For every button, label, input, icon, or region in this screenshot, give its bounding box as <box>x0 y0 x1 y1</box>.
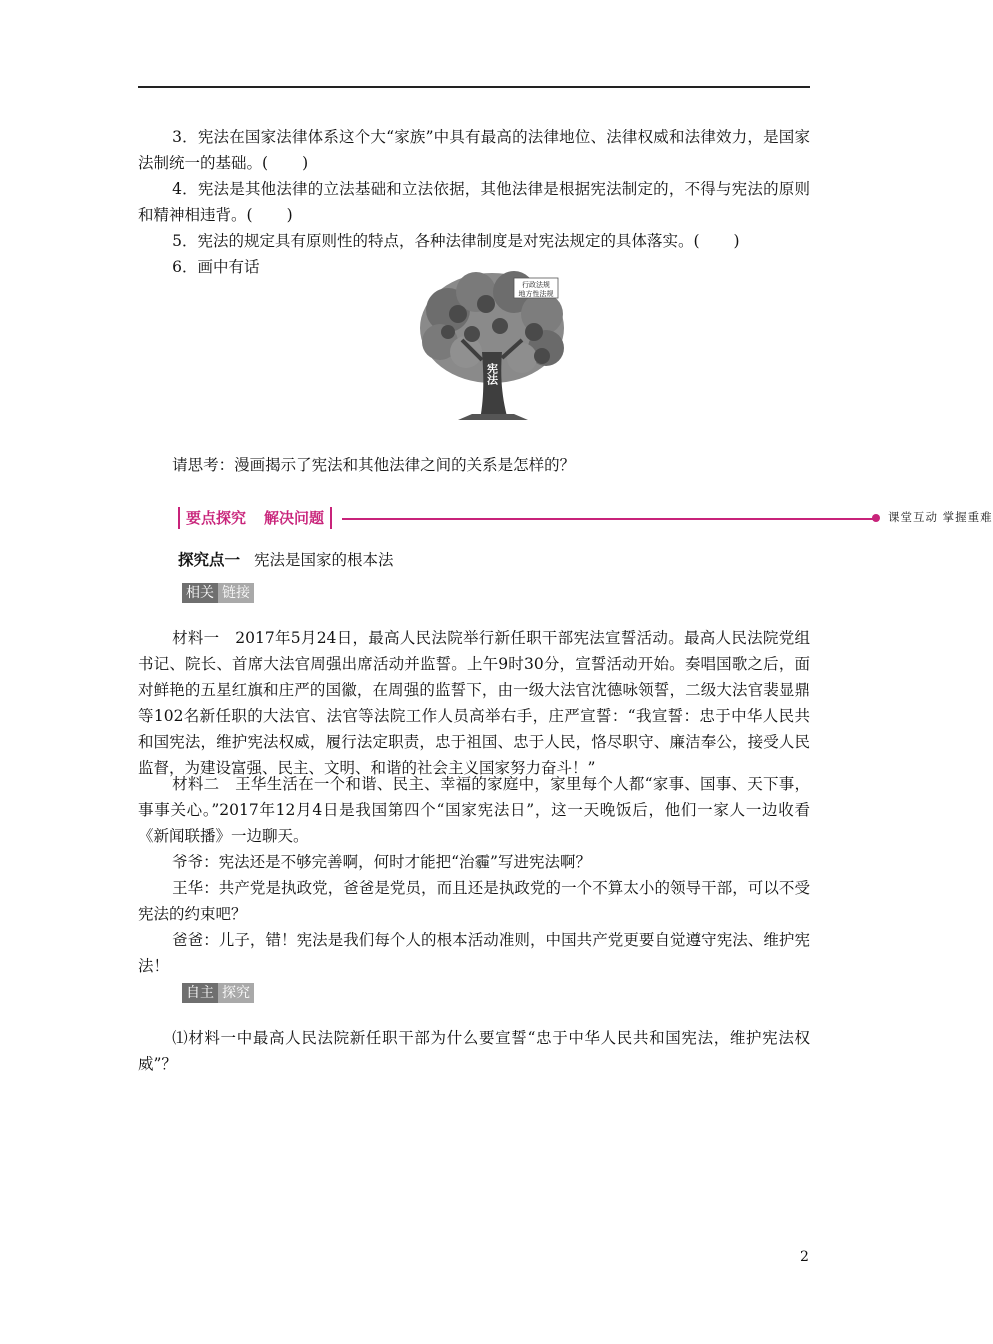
dialogue-wanghua: 王华：共产党是执政党，爸爸是党员，而且还是执政党的一个不算太小的领导干部，可以不受宪法的约束吧？ <box>138 879 810 923</box>
self-inquiry-tag: 自主 探究 <box>182 983 254 1003</box>
material-1: 材料一 2017年5月24日，最高人民法院举行新任职干部宪法宣誓活动。最高人民法院党组书记、院长、首席大法官周强出席活动并监誓。上午9时30分，宣誓活动开始。奏唱国歌之后，面对鲜艳的五星红旗和庄严的国徽，在周强的监誓下，由一级大法官沈德咏领誓，二级大法官裴显鼎等102名新任职的大法官、法官等法院工作人员高举右手，庄严宣誓：“我宣誓：忠于中华人民共和国宪法，维护宪法权威，履行法定职责，忠于祖国、忠于人民，恪尽职守、廉洁奉公，接受人民监督，为建设富强、民主、文明、和谐的社会主义国家努力奋斗！” <box>138 629 810 777</box>
section-title: 要点探究 解决问题 <box>178 507 332 529</box>
question-1: ⑴材料一中最高人民法院新任职干部为什么要宣誓“忠于中华人民共和国宪法，维护宪法权威”？ <box>138 1029 810 1073</box>
question-4: 4．宪法是其他法律的立法基础和立法依据，其他法律是根据宪法制定的，不得与宪法的原则和精神相违背。( ) <box>138 180 810 224</box>
constitution-tree-illustration <box>418 270 566 422</box>
section-header <box>178 507 993 531</box>
question-5: 5．宪法的规定具有原则性的特点，各种法律制度是对宪法规定的具体落实。( ) <box>172 232 740 250</box>
section-divider <box>342 518 874 520</box>
question-6: 6．画中有话 <box>172 258 260 276</box>
header-rule <box>138 86 810 88</box>
section-subtitle: 课堂互动 掌握重难 <box>888 510 993 524</box>
question-3: 3．宪法在国家法律体系这个大“家族”中具有最高的法律地位、法律权威和法律效力，是国家法制统一的基础。( ) <box>138 128 810 172</box>
dialogue-dad: 爸爸：儿子，错！宪法是我们每个人的根本活动准则，中国共产党更要自觉遵守宪法、维护宪法！ <box>138 931 810 975</box>
page-number: 2 <box>800 1249 809 1265</box>
point-heading: 探究点一 宪法是国家的根本法 <box>178 551 394 569</box>
section-bullet-icon <box>872 514 880 522</box>
trunk-label: 宪法 <box>485 363 499 385</box>
think-prompt: 请思考：漫画揭示了宪法和其他法律之间的关系是怎样的？ <box>172 456 576 474</box>
leaf-label-admin-regulations: 行政法规 <box>522 281 550 289</box>
material-2: 材料二 王华生活在一个和谐、民主、幸福的家庭中，家里每个人都“家事、国事、天下事，事事关心。”2017年12月4日是我国第四个“国家宪法日”，这一天晚饭后，他们一家人一边收看《新闻联播》一边聊天。 <box>138 775 810 845</box>
leaf-label-local-regulations: 地方性法规 <box>518 290 554 298</box>
tree-roots <box>458 414 528 420</box>
related-link-tag: 相关 链接 <box>182 583 254 603</box>
dialogue-grandpa: 爷爷：宪法还是不够完善啊，何时才能把“治霾”写进宪法啊？ <box>172 853 591 871</box>
